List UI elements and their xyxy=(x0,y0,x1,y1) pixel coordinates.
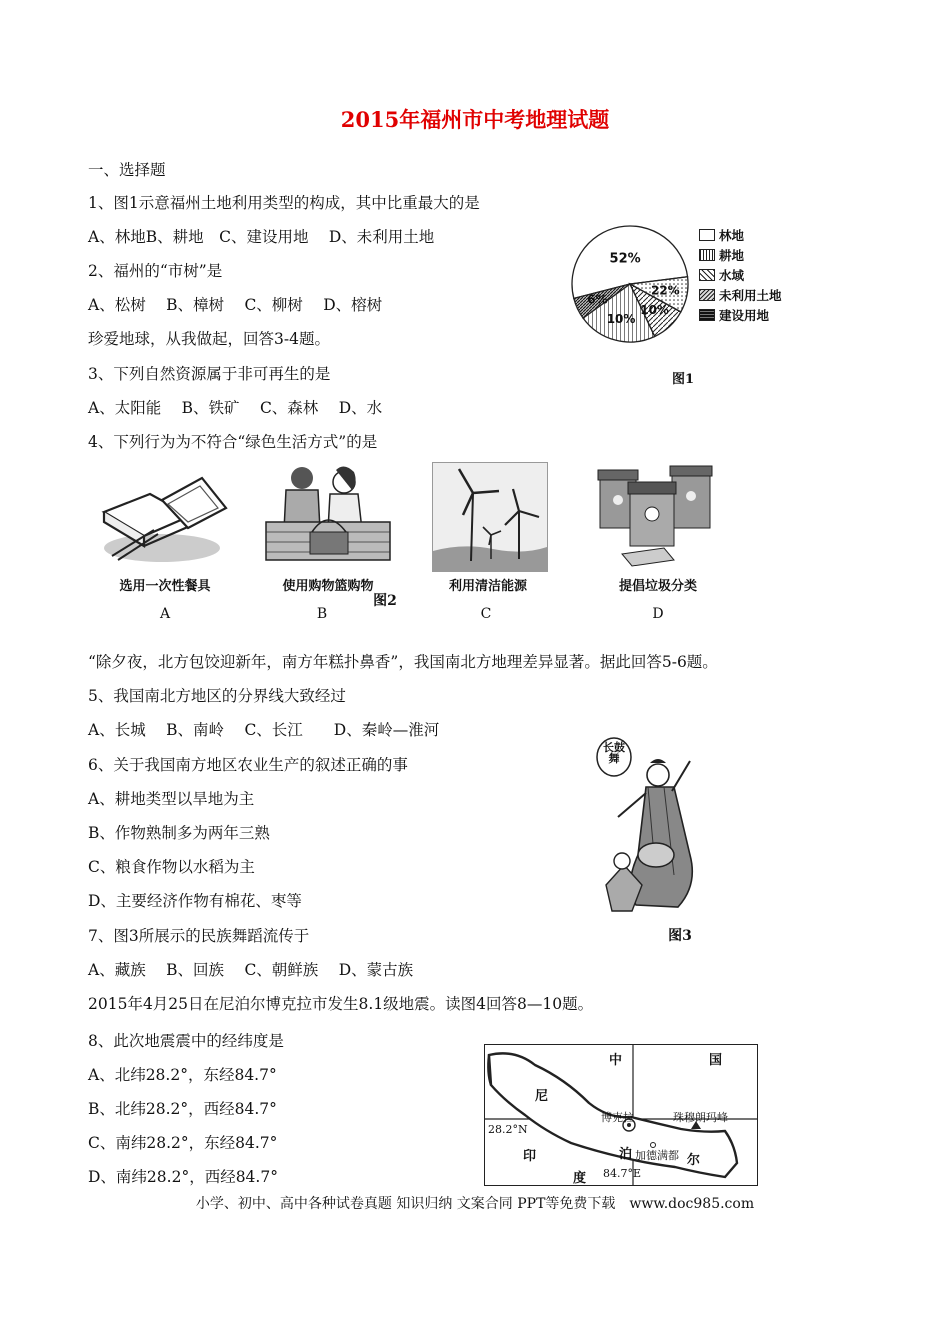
pie-chart xyxy=(568,222,693,347)
figure-2-panel-a xyxy=(92,460,232,570)
question-8-option-d: D、南纬28.2°，西经84.7° xyxy=(88,1168,278,1186)
question-5: 5、我国南北方地区的分界线大致经过 xyxy=(88,687,346,705)
question-1: 1、图1示意福州土地利用类型的构成，其中比重最大的是 xyxy=(88,194,480,212)
legend-label-1: 林地 xyxy=(719,228,745,243)
map-label-china-2: 国 xyxy=(709,1053,723,1068)
question-3: 3、下列自然资源属于非可再生的是 xyxy=(88,365,331,383)
figure-3-caption: 图3 xyxy=(668,928,692,944)
figure-2-caption-a: 选用一次性餐具 xyxy=(119,579,211,594)
question-6-option-c: C、粮食作物以水稻为主 xyxy=(88,858,255,876)
figure-1-caption: 图1 xyxy=(671,372,695,387)
pie-label-1: 22% xyxy=(650,283,680,298)
legend-label-4: 未利用土地 xyxy=(719,288,782,303)
figure-2-caption: 图2 xyxy=(373,593,397,609)
map-label-india-1: 印 xyxy=(523,1149,537,1164)
page-title: 2015年福州市中考地理试题 xyxy=(340,107,610,132)
map-label-kathmandu: 加德满都 xyxy=(635,1149,679,1162)
figure-3-tag: 长鼓舞 xyxy=(603,741,625,765)
intro-3-4: 珍爱地球，从我做起，回答3-4题。 xyxy=(88,330,330,348)
map-label-nepal-3: 尔 xyxy=(687,1153,701,1168)
figure-2-caption-d: 提倡垃圾分类 xyxy=(618,579,697,594)
question-6-option-b: B、作物熟制多为两年三熟 xyxy=(88,824,270,842)
figure-1 xyxy=(568,222,808,390)
map-label-latitude: 28.2°N xyxy=(488,1123,528,1136)
question-8: 8、此次地震震中的经纬度是 xyxy=(88,1032,284,1050)
legend-label-5: 建设用地 xyxy=(719,308,770,323)
legend-swatch-5 xyxy=(699,309,715,321)
figure-2-caption-b: 使用购物篮购物 xyxy=(282,579,374,594)
question-8-option-c: C、南纬28.2°，东经84.7° xyxy=(88,1134,278,1152)
map-label-china-1: 中 xyxy=(609,1053,623,1068)
pie-label-4: 6% xyxy=(587,292,608,307)
legend-label-2: 耕地 xyxy=(719,248,745,263)
map-label-everest: 珠穆朗玛峰 xyxy=(673,1111,728,1124)
shopping-basket-icon xyxy=(258,460,398,570)
map-label-nepal-1: 尼 xyxy=(535,1089,549,1104)
wind-turbine-icon xyxy=(433,463,547,571)
intro-5-6: “除夕夜，北方包饺迎新年，南方年糕扑鼻香”，我国南北方地理差异显著。据此回答5-6题。 xyxy=(88,653,718,671)
legend-swatch-3 xyxy=(699,269,715,281)
intro-8-10: 2015年4月25日在尼泊尔博克拉市发生8.1级地震。读图4回答8—10题。 xyxy=(88,995,594,1013)
garbage-bins-icon xyxy=(592,460,722,570)
figure-2-panel-c xyxy=(432,462,548,572)
figure-3 xyxy=(594,735,714,915)
figure-2-letter-d: D xyxy=(652,606,664,622)
figure-2-caption-c: 利用清洁能源 xyxy=(448,579,527,594)
pie-label-2: 10% xyxy=(640,303,669,318)
section-heading: 一、选择题 xyxy=(88,161,166,179)
question-3-options: A、太阳能 B、铁矿 C、森林 D、水 xyxy=(88,399,383,417)
figure-2-letter-a: A xyxy=(159,606,171,622)
legend-swatch-1 xyxy=(699,229,715,241)
question-1-options: A、林地B、耕地 C、建设用地 D、未利用土地 xyxy=(88,228,435,246)
figure-4-map xyxy=(484,1044,758,1186)
question-6: 6、关于我国南方地区农业生产的叙述正确的事 xyxy=(88,756,408,774)
question-5-options: A、长城 B、南岭 C、长江 D、秦岭—淮河 xyxy=(88,721,440,739)
map-label-nepal-2: 泊 xyxy=(619,1147,633,1162)
figure-2-panel-b xyxy=(258,460,398,570)
disposable-tableware-icon xyxy=(92,460,232,570)
question-2: 2、福州的“市树”是 xyxy=(88,262,223,280)
page-footer: 小学、初中、高中各种试卷真题 知识归纳 文案合同 PPT等免费下载 www.doc985.com xyxy=(195,1196,755,1212)
figure-2-panel-d xyxy=(592,460,722,570)
question-7: 7、图3所展示的民族舞蹈流传于 xyxy=(88,927,310,945)
question-8-option-a: A、北纬28.2°，东经84.7° xyxy=(88,1066,277,1084)
legend-swatch-4 xyxy=(699,289,715,301)
pie-label-0: 52% xyxy=(609,251,641,267)
pie-label-3: 10% xyxy=(606,311,636,326)
figure-2-letter-c: C xyxy=(480,606,492,622)
question-8-option-b: B、北纬28.2°，西经84.7° xyxy=(88,1100,277,1118)
map-label-pokhara: 博克拉 xyxy=(601,1111,634,1124)
question-2-options: A、松树 B、樟树 C、柳树 D、榕树 xyxy=(88,296,383,314)
question-6-option-d: D、主要经济作物有棉花、枣等 xyxy=(88,892,302,910)
question-4: 4、下列行为为不符合“绿色生活方式”的是 xyxy=(88,433,378,451)
legend-swatch-2 xyxy=(699,249,715,261)
question-6-option-a: A、耕地类型以旱地为主 xyxy=(88,790,255,808)
map-label-india-2: 度 xyxy=(573,1171,587,1186)
map-label-longitude: 84.7°E xyxy=(603,1167,642,1180)
figure-2-letter-b: B xyxy=(316,606,328,622)
question-7-options: A、藏族 B、回族 C、朝鲜族 D、蒙古族 xyxy=(88,961,414,979)
legend-label-3: 水域 xyxy=(719,268,745,283)
